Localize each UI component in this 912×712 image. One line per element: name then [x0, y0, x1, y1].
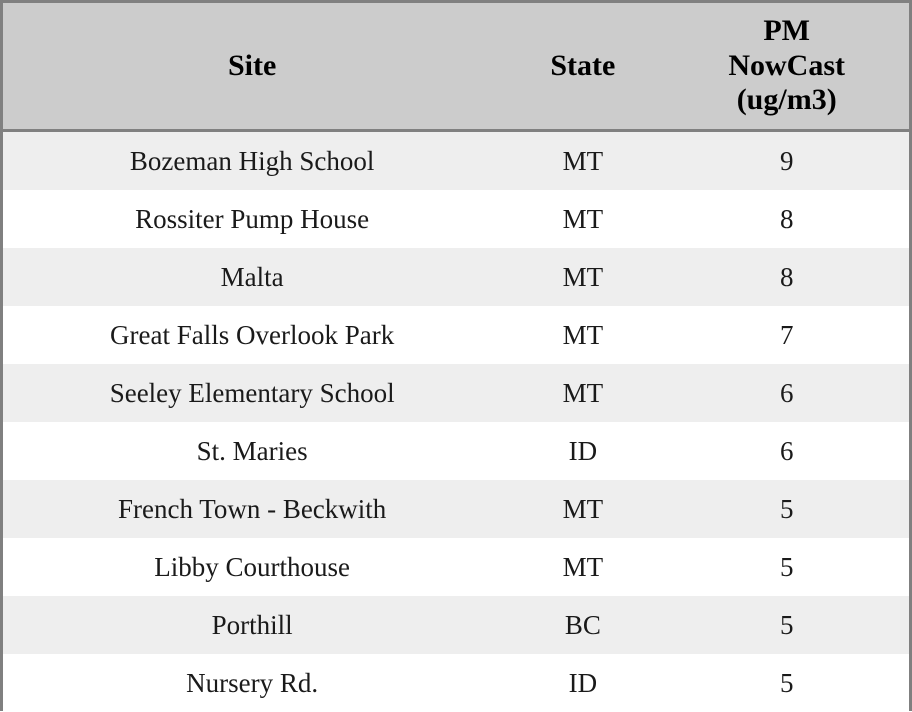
cell-pm-nowcast: 5 — [779, 667, 794, 698]
cell-site: Rossiter Pump House — [135, 203, 370, 234]
cell-state: MT — [562, 377, 604, 408]
cell-pm-nowcast: 8 — [779, 203, 794, 234]
table-row — [3, 248, 909, 306]
table-body — [3, 132, 909, 712]
cell-pm-nowcast: 7 — [779, 319, 794, 350]
cell-site: Bozeman High School — [129, 145, 375, 176]
column-header-pm-nowcast-line1: PM — [763, 14, 810, 48]
table-row — [3, 422, 909, 480]
column-header-pm-nowcast-line2: NowCast — [728, 48, 846, 82]
table-row — [3, 596, 909, 654]
table-row — [3, 364, 909, 422]
column-header-state: State — [550, 48, 616, 82]
cell-state: ID — [568, 435, 598, 466]
cell-site: Great Falls Overlook Park — [110, 319, 395, 350]
table-row — [3, 480, 909, 538]
cell-pm-nowcast: 8 — [779, 261, 794, 292]
table-row — [3, 306, 909, 364]
cell-state: MT — [562, 551, 604, 582]
cell-site: St. Maries — [196, 435, 308, 466]
air-quality-table — [3, 3, 909, 712]
cell-site: Nursery Rd. — [186, 667, 319, 698]
cell-site: Libby Courthouse — [154, 551, 351, 582]
cell-state: MT — [562, 493, 604, 524]
column-header-pm-nowcast — [664, 3, 909, 129]
cell-state: ID — [568, 667, 598, 698]
cell-pm-nowcast: 5 — [779, 493, 794, 524]
cell-site: Porthill — [211, 609, 293, 640]
table-row — [3, 538, 909, 596]
table-row — [3, 190, 909, 248]
cell-pm-nowcast: 5 — [779, 609, 794, 640]
table-row — [3, 654, 909, 712]
cell-state: MT — [562, 203, 604, 234]
cell-pm-nowcast: 9 — [779, 145, 794, 176]
column-header-site: Site — [227, 48, 277, 82]
cell-site: French Town - Beckwith — [117, 493, 387, 524]
cell-pm-nowcast: 6 — [779, 377, 794, 408]
cell-state: MT — [562, 319, 604, 350]
cell-pm-nowcast: 6 — [779, 435, 794, 466]
cell-state: MT — [562, 145, 604, 176]
cell-site: Malta — [220, 261, 284, 292]
cell-site: Seeley Elementary School — [109, 377, 395, 408]
cell-pm-nowcast: 5 — [779, 551, 794, 582]
table-row — [3, 132, 909, 190]
cell-state: BC — [564, 609, 601, 640]
cell-state: MT — [562, 261, 604, 292]
table-header — [3, 3, 909, 132]
column-header-pm-nowcast-line3: (ug/m3) — [736, 83, 837, 117]
